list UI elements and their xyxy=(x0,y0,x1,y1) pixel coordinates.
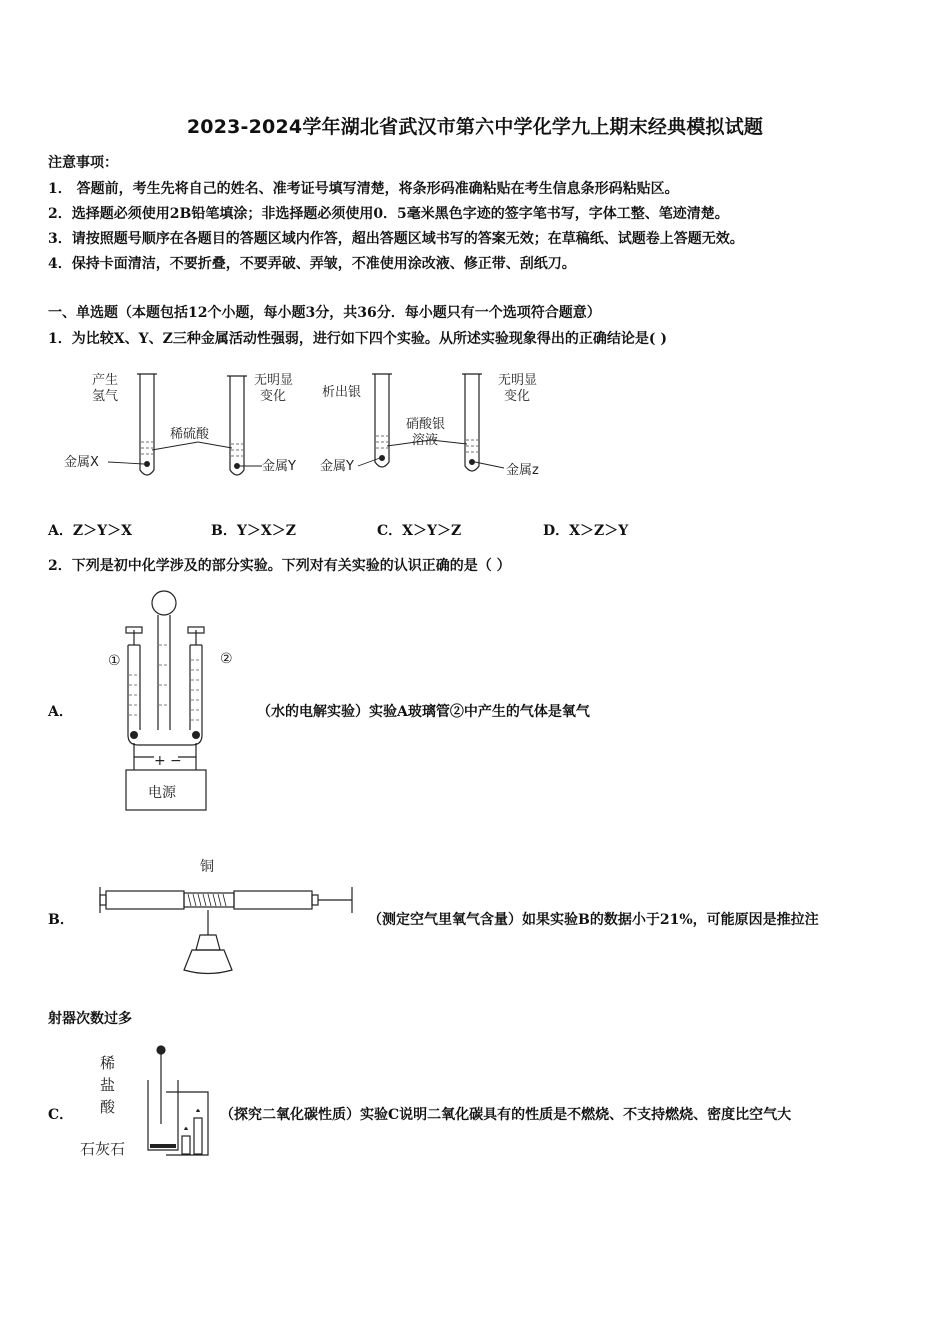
label-silver-nitrate-line2: 溶液 xyxy=(412,433,439,448)
test-tube-1 xyxy=(140,374,154,475)
notice-heading: 注意事项： xyxy=(48,155,118,171)
label-metal-y-1: 金属Y xyxy=(262,459,296,474)
label-dilute-acid: 稀硫酸 xyxy=(170,427,210,442)
question-2-stem: 2．下列是初中化学涉及的部分实验。下列对有关实验的认识正确的是（ ） xyxy=(48,558,511,574)
label-silver-nitrate-line1: 硝酸银 xyxy=(406,417,446,432)
label-no-change-1-line2: 变化 xyxy=(260,389,287,404)
notice-item-2: 2．选择题必须使用2B铅笔填涂；非选择题必须使用0．5毫米黑色字迹的签字笔书写，字体工整、笔迹清楚。 xyxy=(48,206,729,222)
label-no-change-1-line1: 无明显 xyxy=(254,373,294,388)
co2-experiment-figure xyxy=(78,1040,218,1165)
label-metal-x: 金属X xyxy=(64,455,99,470)
test-tube-4 xyxy=(465,374,479,471)
q2-option-a-label[interactable]: A． xyxy=(48,704,73,720)
tube-2-label: ② xyxy=(220,651,233,667)
q2-option-b-label[interactable]: B． xyxy=(48,912,74,928)
q1-test-tubes-figure xyxy=(60,362,560,492)
syringe-copper-apparatus-figure xyxy=(88,855,358,980)
label-metal-z: 金属z xyxy=(506,463,539,478)
label-silver-out: 析出银 xyxy=(322,385,362,400)
q1-option-d[interactable]: D．X＞Z＞Y xyxy=(543,523,629,539)
notice-item-3: 3．请按照题号顺序在各题目的答题区域内作答，超出答题区域书写的答案无效；在草稿纸、试题卷上答题无效。 xyxy=(48,231,744,247)
notice-item-1: 1． 答题前，考生先将自己的姓名、准考证号填写清楚，将条形码准确粘贴在考生信息条形码粘贴区。 xyxy=(48,181,679,197)
electrolysis-apparatus-figure xyxy=(108,585,248,815)
label-hydrogen-line2: 氢气 xyxy=(92,389,119,404)
notice-item-4: 4．保持卡面清洁，不要折叠，不要弄破、弄皱，不准使用涂改液、修正带、刮纸刀。 xyxy=(48,256,576,272)
limestone-label: 石灰石 xyxy=(80,1140,126,1158)
page-title: 2023-2024学年湖北省武汉市第六中学化学九上期末经典模拟试题 xyxy=(186,116,764,138)
q2-option-a-text: （水的电解实验）实验A玻璃管②中产生的气体是氧气 xyxy=(257,704,590,720)
acid-label-line2: 盐 xyxy=(100,1076,116,1094)
question-1-stem: 1．为比较X、Y、Z三种金属活动性强弱，进行如下四个实验。从所述实验现象得出的正确结论是( ) xyxy=(48,331,667,347)
label-no-change-2-line1: 无明显 xyxy=(498,373,538,388)
q1-option-b[interactable]: B．Y＞X＞Z xyxy=(211,523,296,539)
test-tube-2 xyxy=(230,376,244,475)
test-tube-3 xyxy=(375,374,389,467)
q1-option-a[interactable]: A．Z＞Y＞X xyxy=(48,523,132,539)
copper-label: 铜 xyxy=(200,859,214,875)
minus-sign: − xyxy=(170,753,182,769)
label-no-change-2-line2: 变化 xyxy=(504,389,531,404)
power-supply-label: 电源 xyxy=(148,785,176,801)
acid-label-line1: 稀 xyxy=(100,1054,116,1072)
acid-label-line3: 酸 xyxy=(100,1098,116,1116)
q2-option-b-text: （测定空气里氧气含量）如果实验B的数据小于21%，可能原因是推拉注 xyxy=(368,912,819,928)
label-hydrogen-line1: 产生 xyxy=(92,373,119,388)
tube-1-label: ① xyxy=(108,653,121,669)
plus-sign: + xyxy=(154,753,166,769)
q2-option-c-label[interactable]: C． xyxy=(48,1107,74,1123)
label-metal-y-2: 金属Y xyxy=(320,459,354,474)
q2-option-b-text-cont: 射器次数过多 xyxy=(48,1011,132,1027)
q1-option-c[interactable]: C．X＞Y＞Z xyxy=(377,523,462,539)
section-heading: 一、单选题（本题包括12个小题，每小题3分，共36分．每小题只有一个选项符合题意） xyxy=(48,305,601,321)
q2-option-c-text: （探究二氧化碳性质）实验C说明二氧化碳具有的性质是不燃烧、不支持燃烧、密度比空气大 xyxy=(220,1107,792,1123)
